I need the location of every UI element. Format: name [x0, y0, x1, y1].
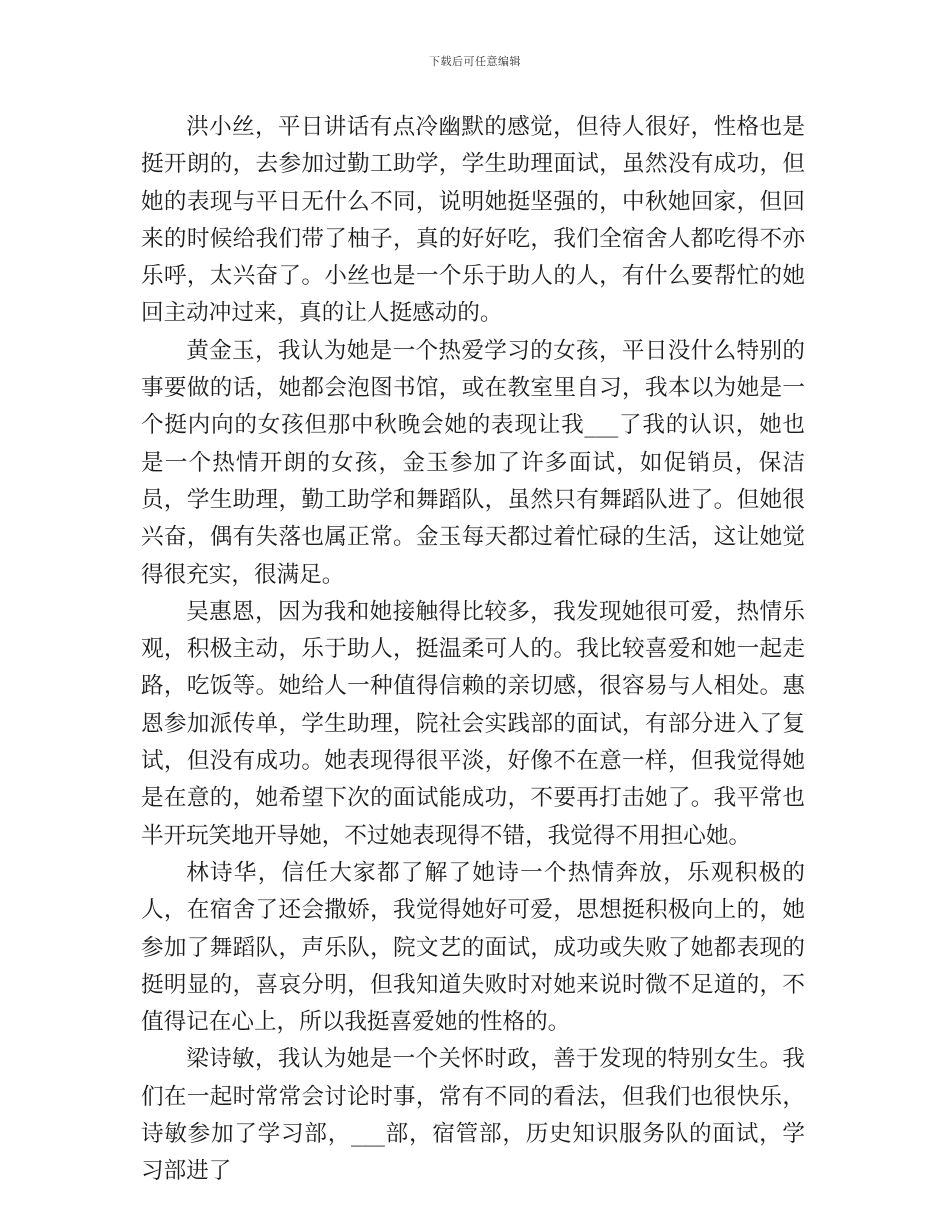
page-header-note: 下载后可任意编辑 — [429, 55, 521, 68]
document-body — [141, 109, 805, 1191]
paragraph-lin-shihua: 林诗华，信任大家都了解了她诗一个热情奔放，乐观积极的人，在宿舍了还会撒娇，我觉得她好可爱，思想挺积极向上的，她参加了舞蹈队，声乐队，院文艺的面试，成功或失败了她都表现的挺明显的，喜哀分明，但我知道失败时对她来说时微不足道的，不值得记在心上，所以我挺喜爱她的性格的。 — [141, 859, 805, 1036]
paragraph-liang-shimin: 梁诗敏，我认为她是一个关怀时政，善于发现的特别女生。我们在一起时常常会讨论时事，常有不同的看法，但我们也很快乐，诗敏参加了学习部，___部，宿管部，历史知识服务队的面试，学习部进了 — [141, 1046, 805, 1185]
paragraph-wu-huien: 吴惠恩，因为我和她接触得比较多，我发现她很可爱，热情乐观，积极主动，乐于助人，挺温柔可人的。我比较喜爱和她一起走路，吃饭等。她给人一种值得信赖的亲切感，很容易与人相处。惠恩参加派传单，学生助理，院社会实践部的面试，有部分进入了复试，但没有成功。她表现得很平淡，好像不在意一样，但我觉得她是在意的，她希望下次的面试能成功，不要再打击她了。我平常也半开玩笑地开导她，不过她表现得不错，我觉得不用担心她。 — [141, 598, 805, 849]
paragraph-huang-jinyu: 黄金玉，我认为她是一个热爱学习的女孩，平日没什么特别的事要做的话，她都会泡图书馆，或在教室里自习，我本以为她是一个挺内向的女孩但那中秋晚会她的表现让我___了我的认识，她也是一个热情开朗的女孩，金玉参加了许多面试，如促销员，保洁员，学生助理，勤工助学和舞蹈队，虽然只有舞蹈队进了。但她很兴奋，偶有失落也属正常。金玉每天都过着忙碌的生活，这让她觉得很充实，很满足。 — [141, 337, 805, 588]
paragraph-hong-xiaosi: 洪小丝，平日讲话有点冷幽默的感觉，但待人很好，性格也是挺开朗的，去参加过勤工助学，学生助理面试，虽然没有成功，但她的表现与平日无什么不同，说明她挺坚强的，中秋她回家，但回来的时候给我们带了柚子，真的好好吃，我们全宿舍人都吃得不亦乐呼，太兴奋了。小丝也是一个乐于助人的人，有什么要帮忙的她回主动冲过来，真的让人挺感动的。 — [141, 114, 805, 327]
